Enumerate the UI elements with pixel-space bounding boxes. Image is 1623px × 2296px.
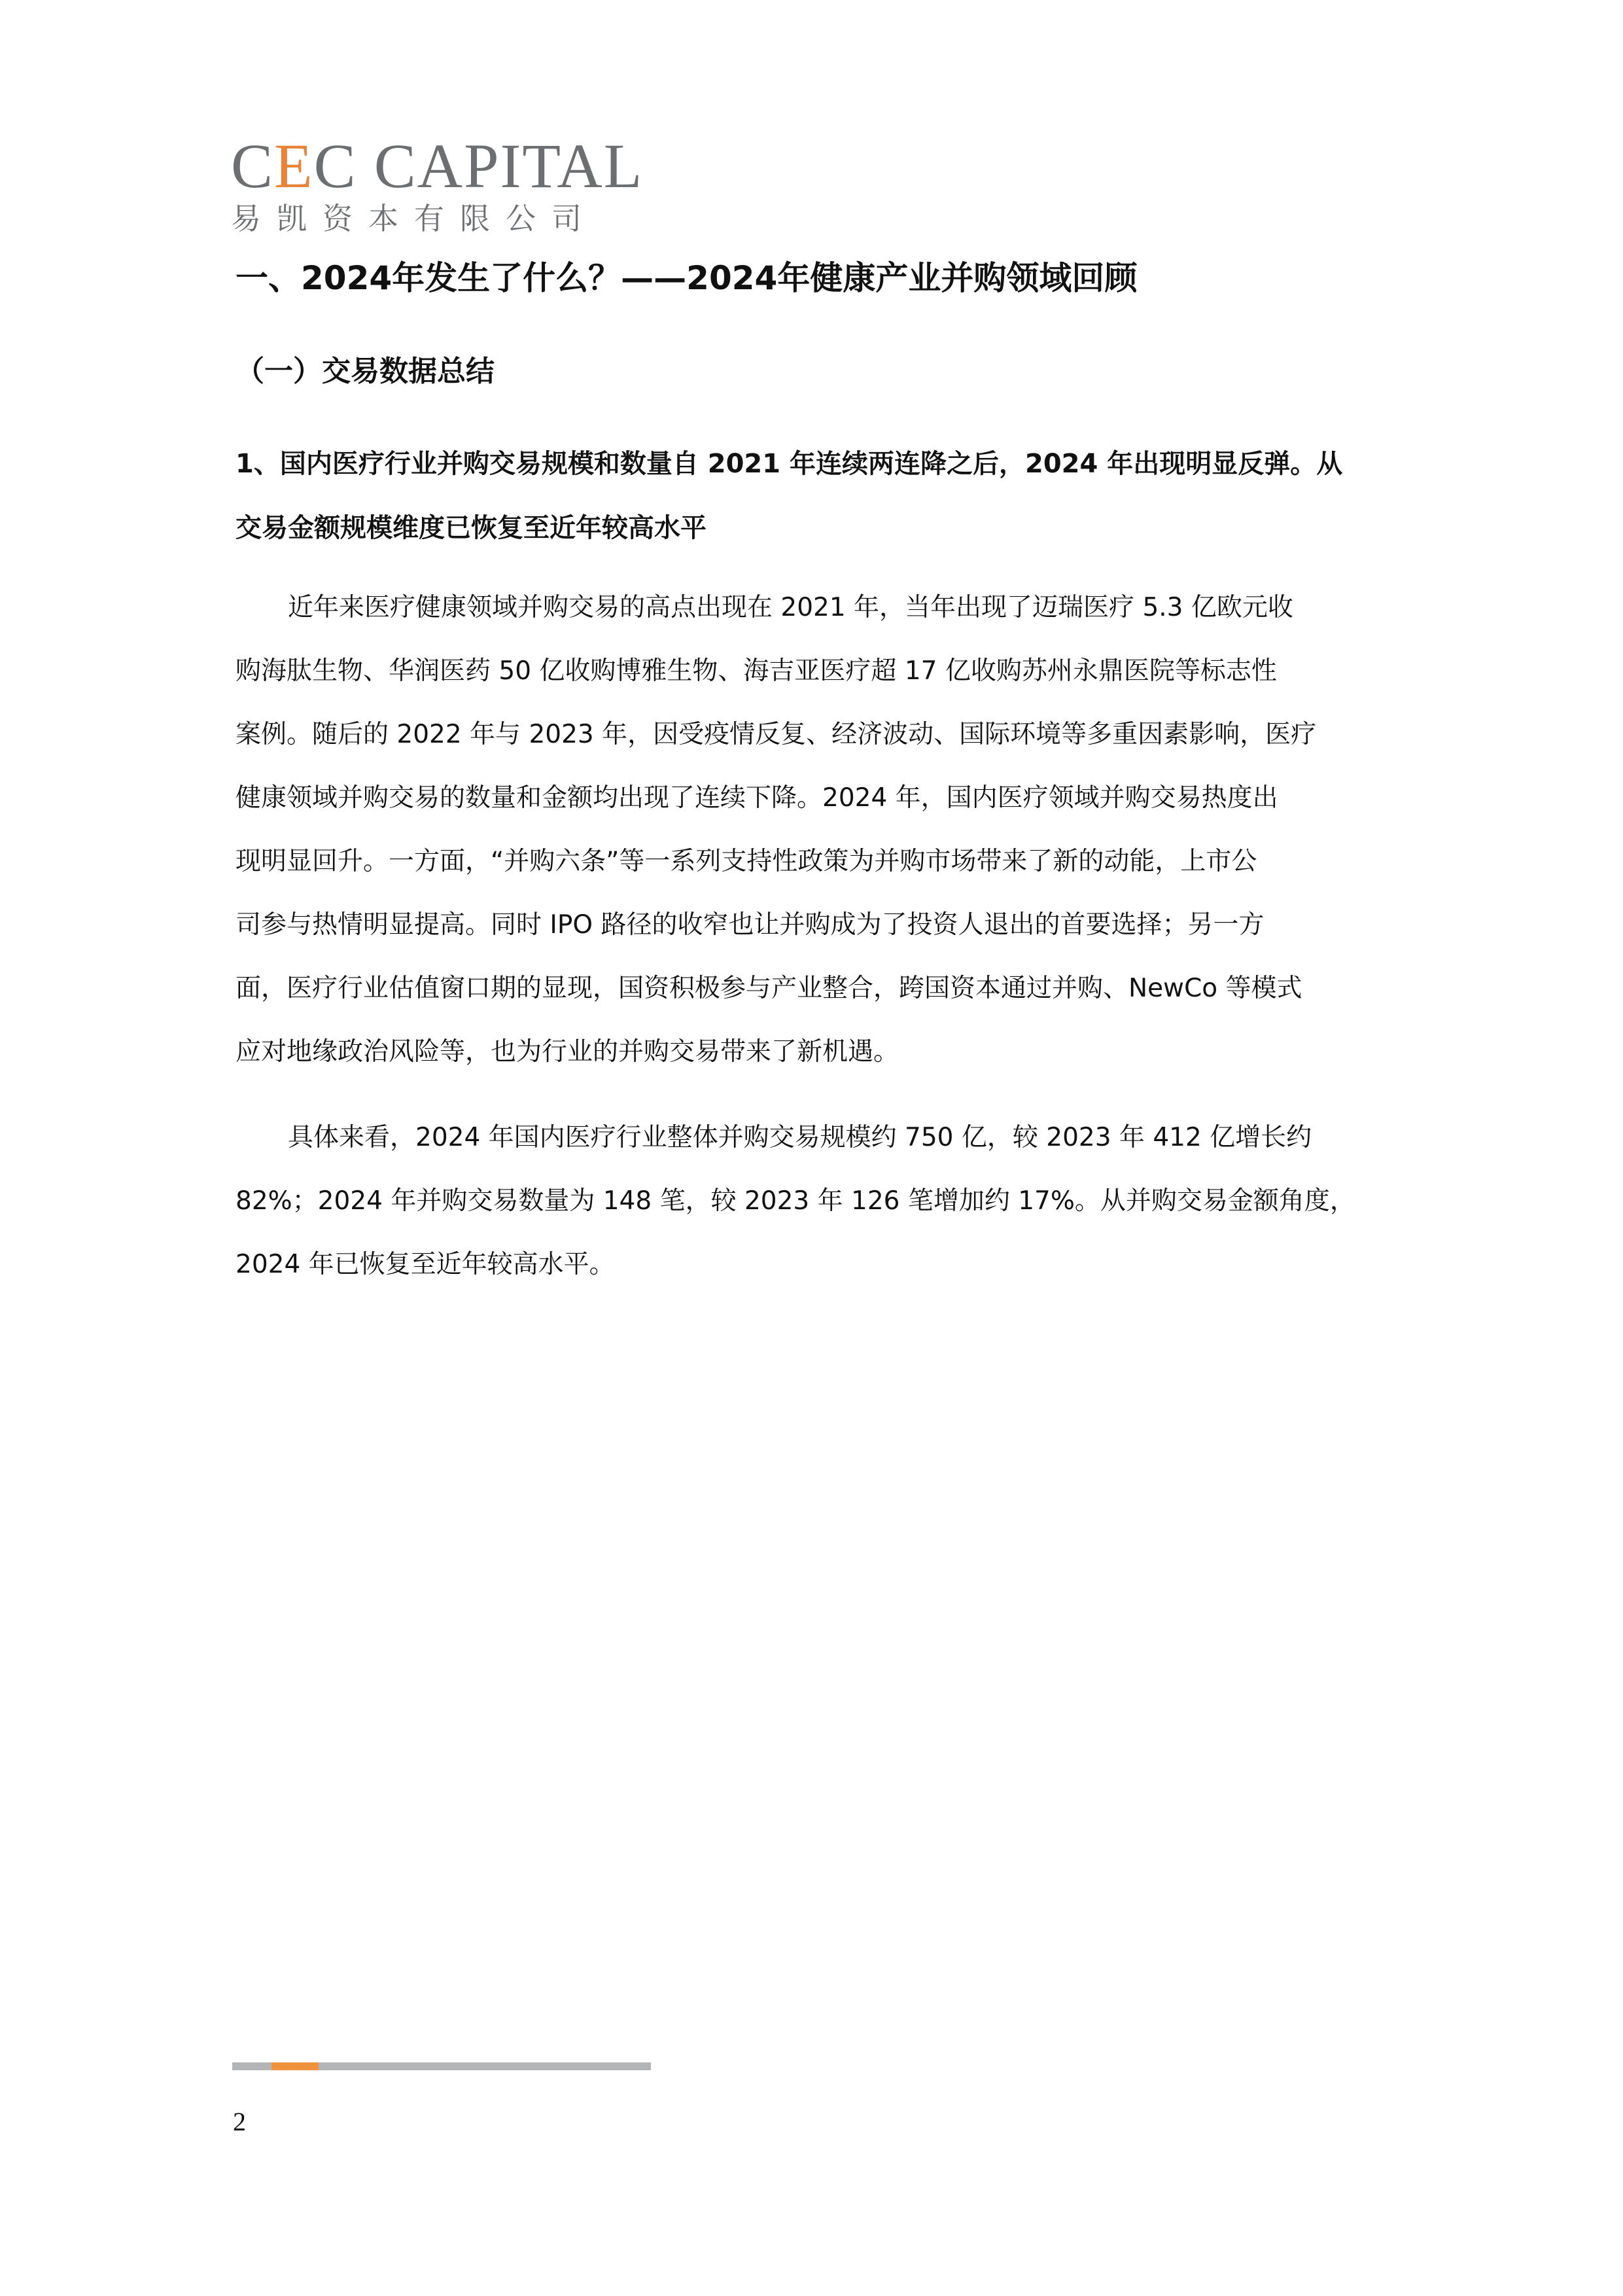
logo-wordmark-rest: C CAPITAL <box>313 131 644 201</box>
logo-wordmark <box>231 131 656 201</box>
subsection-heading: （一）交易数据总结 <box>236 355 495 388</box>
paragraph-line: 案例。随后的 2022 年与 2023 年，因受疫情反复、经济波动、国际环境等多重因素影响，医疗 <box>236 720 1317 749</box>
paragraph-line: 健康领域并购交易的数量和金额均出现了连续下降。2024 年，国内医疗领域并购交易热度出 <box>236 783 1278 813</box>
paragraph-line: 2024 年已恢复至近年较高水平。 <box>236 1250 615 1279</box>
section-heading: 一、2024年发生了什么？——2024年健康产业并购领域回顾 <box>236 259 1138 297</box>
logo-chinese-name: 易凯资本有限公司 <box>231 201 597 236</box>
body-paragraph-1 <box>236 576 1400 1084</box>
paragraph-line: 具体来看，2024 年国内医疗行业整体并购交易规模约 750 亿，较 2023 年 412 亿增长约 <box>288 1123 1312 1152</box>
paragraph-line: 购海肽生物、华润医药 50 亿收购博雅生物、海吉亚医疗超 17 亿收购苏州永鼎医院等标志性 <box>236 656 1277 686</box>
paragraph-line: 82%；2024 年并购交易数量为 148 笔，较 2023 年 126 笔增加约 17%。从并购交易金额角度， <box>236 1186 1355 1216</box>
point-heading-line: 1、国内医疗行业并购交易规模和数量自 2021 年连续两连降之后，2024 年出现明显反弹。从 <box>236 449 1343 479</box>
point-heading <box>236 432 1400 560</box>
paragraph-line: 近年来医疗健康领域并购交易的高点出现在 2021 年，当年出现了迈瑞医疗 5.3 亿欧元收 <box>288 593 1293 622</box>
logo-letter-c: C <box>231 131 275 201</box>
paragraph-line: 面，医疗行业估值窗口期的显现，国资积极参与产业整合，跨国资本通过并购、NewCo 等模式 <box>236 974 1302 1003</box>
paragraph-line: 现明显回升。一方面，“并购六条”等一系列支持性政策为并购市场带来了新的动能，上市公 <box>236 847 1257 876</box>
body-paragraph-2 <box>236 1106 1400 1296</box>
page-number: 2 <box>233 2107 246 2136</box>
logo-letter-e-accent: E <box>274 131 314 201</box>
point-heading-line: 交易金额规模维度已恢复至近年较高水平 <box>236 513 707 543</box>
footer-divider-accent <box>271 2062 319 2070</box>
company-logo <box>231 131 656 236</box>
paragraph-line: 应对地缘政治风险等，也为行业的并购交易带来了新机遇。 <box>236 1037 899 1067</box>
paragraph-line: 司参与热情明显提高。同时 IPO 路径的收窄也让并购成为了投资人退出的首要选择；另一方 <box>236 910 1265 940</box>
